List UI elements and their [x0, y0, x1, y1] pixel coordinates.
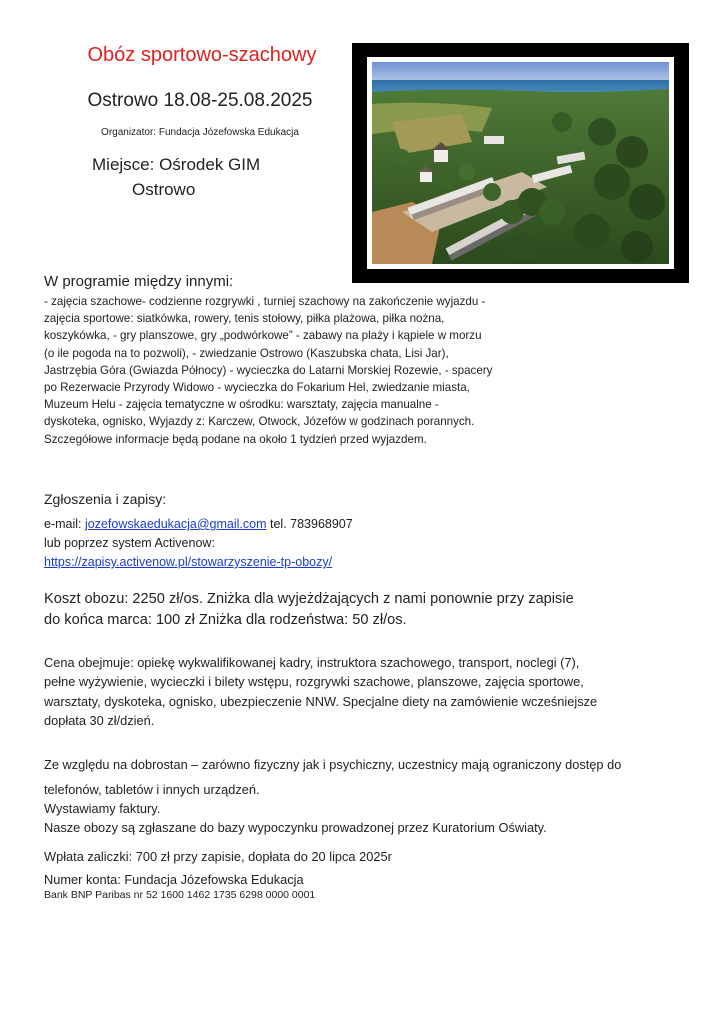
account-name: Numer konta: Fundacja Józefowska Edukacja: [44, 872, 304, 887]
note-line-3: Wystawiamy faktury.: [44, 801, 161, 816]
notes: [44, 754, 621, 837]
registration-heading: Zgłoszenia i zapisy:: [44, 491, 167, 507]
organizer: Organizator: Fundacja Józefowska Edukacja: [101, 127, 299, 138]
price-line: warsztaty, dyskoteka, ognisko, ubezpieczenie NNW. Specjalne diety na zamówienie wcześniejsze: [44, 693, 598, 709]
photo-frame: [352, 43, 689, 283]
program-line: koszykówka, - gry planszowe, gry „podwórkowe” - zabawy na plaży i kąpiele w morzu: [44, 329, 482, 343]
program-line: Jastrzębia Góra (Gwiazda Północy) - wycieczka do Latarni Morskiej Rozewie, - spacery: [44, 363, 493, 377]
camp-title: Obóz sportowo-szachowy: [87, 44, 317, 66]
registration-link[interactable]: https://zapisy.activenow.pl/stowarzyszenie-tp-obozy/: [44, 555, 333, 569]
bank-account: Bank BNP Paribas nr 52 1600 1462 1735 6298 0000 0001: [44, 889, 316, 901]
camp-dates: Ostrowo 18.08-25.08.2025: [87, 90, 313, 111]
registration-details: [44, 515, 353, 572]
deposit-line: Wpłata zaliczki: 700 zł przy zapisie, dopłata do 20 lipca 2025r: [44, 849, 392, 864]
camp-place: [92, 152, 260, 202]
aerial-photo: [372, 62, 669, 264]
cost-line-1: Koszt obozu: 2250 zł/os. Zniżka dla wyjeżdżających z nami ponownie przy zapisie: [44, 591, 574, 607]
phone-number: tel. 783968907: [266, 517, 353, 531]
cost-line-2: do końca marca: 100 zł Zniżka dla rodzeństwa: 50 zł/os.: [44, 612, 407, 628]
program-line: dyskoteka, ognisko, Wyjazdy z: Karczew, Otwock, Józefów w godzinach porannych.: [44, 415, 475, 429]
cost-info: [44, 589, 574, 631]
email-label: e-mail:: [44, 517, 85, 531]
note-line-1: Ze względu na dobrostan – zarówno fizyczny jak i psychiczny, uczestnicy mają ograniczony dostęp do: [44, 757, 622, 772]
program-line: zajęcia sportowe: siatkówka, rowery, tenis stołowy, piłka plażowa, piłka nożna,: [44, 312, 445, 326]
note-line-4: Nasze obozy są zgłaszane do bazy wypoczynku prowadzonej przez Kuratorium Oświaty.: [44, 819, 547, 835]
system-text: lub poprzez system Activenow:: [44, 536, 215, 550]
price-line: Cena obejmuje: opiekę wykwalifikowanej kadry, instruktora szachowego, transport, noclegi (7),: [44, 655, 580, 670]
note-line-2: telefonów, tabletów i innych urządzeń.: [44, 782, 260, 797]
program-line: Szczegółowe informacje będą podane na około 1 tydzień przed wyjazdem.: [44, 432, 427, 446]
program-heading: W programie między innymi:: [44, 273, 234, 290]
price-line: pełne wyżywienie, wycieczki i bilety wstępu, rozgrywki szachowe, planszowe, zajęcia sportowe,: [44, 674, 584, 690]
program-details: [44, 293, 564, 448]
price-includes: [44, 653, 597, 730]
program-line: - zajęcia szachowe- codzienne rozgrywki , turniej szachowy na zakończenie wyjazdu -: [44, 295, 486, 308]
program-line: (o ile pogoda na to pozwoli), - zwiedzanie Ostrowo (Kaszubska chata, Lisi Jar),: [44, 346, 449, 360]
program-line: po Rezerwacie Przyrody Widowo - wycieczka do Fokarium Hel, zwiedzanie miasta,: [44, 381, 470, 395]
price-line: dopłata 30 zł/dzień.: [44, 712, 155, 728]
email-link[interactable]: jozefowskaedukacja@gmail.com: [84, 517, 267, 531]
program-line: Muzeum Helu - zajęcia tematyczne w ośrodku: warsztaty, zajęcia manualne -: [44, 398, 439, 412]
place-line-1: Miejsce: Ośrodek GIM: [92, 155, 261, 174]
payment-info: [44, 847, 392, 890]
place-line-2: Ostrowo: [132, 180, 196, 199]
contact-line: [44, 515, 353, 534]
